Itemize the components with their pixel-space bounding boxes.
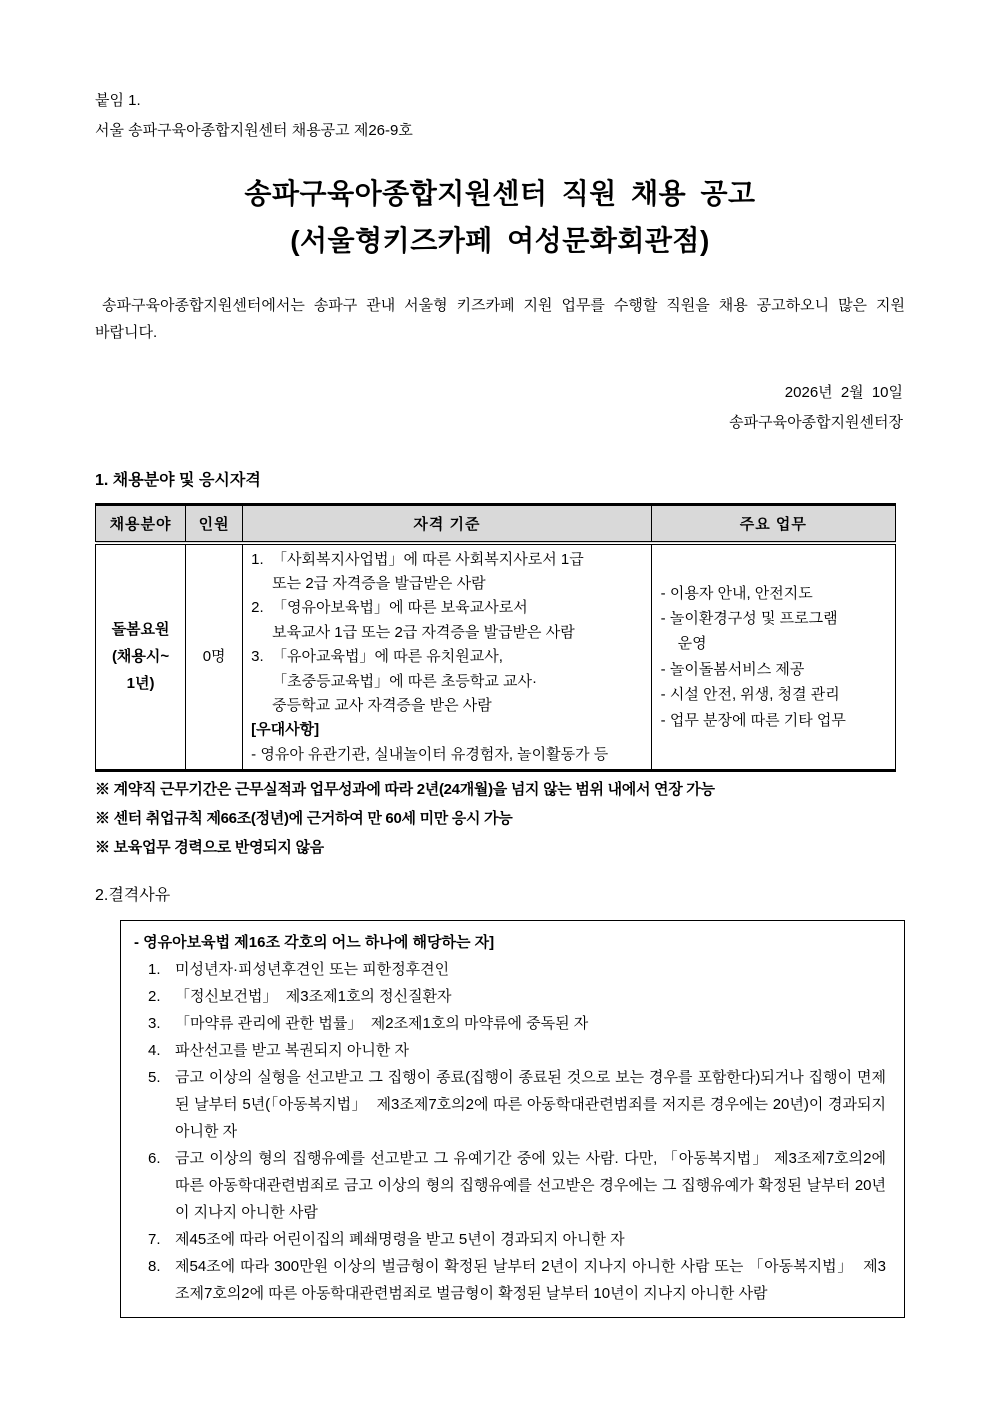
duty-line: - 놀이돌봄서비스 제공 xyxy=(660,660,805,678)
qual-line: 또는 2급 자격증을 발급받은 사람 xyxy=(272,574,486,592)
item-number: 7. xyxy=(148,1231,161,1249)
item-text: 파산선고를 받고 복권되지 아니한 자 xyxy=(175,1042,410,1060)
disqualification-item xyxy=(134,1253,886,1307)
qual-line: 중등학교 교사 자격증을 받은 사람 xyxy=(272,696,492,714)
cell-field xyxy=(96,543,186,771)
disqualification-item xyxy=(134,1226,886,1253)
header-duties: 주요 업무 xyxy=(651,505,895,543)
field-line: (채용시~ xyxy=(111,648,170,666)
disqualification-box-title: - 영유아보육법 제16조 각호의 어느 하나에 해당하는 자] xyxy=(134,934,495,952)
item-number: 2. xyxy=(148,988,161,1006)
qual-line: 2. 「영유아보육법」에 따른 보육교사로서 xyxy=(251,599,528,617)
item-number: 8. xyxy=(148,1258,161,1276)
item-number: 5. xyxy=(148,1069,161,1087)
duty-line: 운영 xyxy=(677,635,707,653)
cell-duties xyxy=(651,543,895,771)
cell-qualification xyxy=(243,543,652,771)
document-title xyxy=(95,170,905,264)
item-text: 금고 이상의 실형을 선고받고 그 집행이 종료(집행이 종료된 것으로 보는 경우를 포함한다)되거나 집행이 면제된 날부터 5년(「아동복지법」 제3조제7호의2에 따른 아동학대관련범죄를 저지른 경우에는 20년)이 경과되지 아니한 자 xyxy=(175,1069,891,1141)
disqualification-item xyxy=(134,983,886,1010)
disqualification-item xyxy=(134,1010,886,1037)
field-line: 돌봄요원 xyxy=(111,621,170,639)
disqualification-item xyxy=(134,1064,891,1145)
section1-heading: 1. 채용분야 및 응시자격 xyxy=(95,472,261,489)
title-line-1: 송파구육아종합지원센터 직원 채용 공고 xyxy=(244,178,756,209)
header-headcount: 인원 xyxy=(186,505,243,543)
preferred-heading: [우대사항] xyxy=(251,721,320,739)
duty-line: - 놀이환경구성 및 프로그램 xyxy=(660,610,838,628)
table-row xyxy=(96,543,896,771)
disqualification-item xyxy=(134,956,886,983)
item-text: 제54조에 따라 300만원 이상의 벌금형이 확정된 날부터 2년이 지나지 아니한 사람 또는 「아동복지법」 제3조제7호의2에 따른 아동학대관련범죄로 벌금형이 확정된 날부터 10년이 지나지 아니한 사람 xyxy=(175,1258,886,1303)
intro-paragraph: 송파구육아종합지원센터에서는 송파구 관내 서울형 키즈카페 지원 업무를 수행할 직원을 채용 공고하오니 많은 지원 바랍니다. xyxy=(95,297,905,341)
note-line: ※ 계약직 근무기간은 근무실적과 업무성과에 따라 2년(24개월)을 넘지 않는 범위 내에서 연장 가능 xyxy=(95,781,715,799)
title-line-2: (서울형키즈카페 여성문화회관점) xyxy=(290,225,710,256)
qual-line: 「초중등교육법」에 따른 초등학교 교사· xyxy=(272,672,538,690)
table-notes xyxy=(95,775,905,862)
item-number: 4. xyxy=(148,1042,161,1060)
disqualification-item xyxy=(134,1037,886,1064)
date-block xyxy=(95,378,905,438)
item-number: 1. xyxy=(148,961,161,979)
disqualification-item xyxy=(134,1145,891,1226)
item-text: 「마약류 관리에 관한 법률」 제2조제1호의 마약류에 중독된 자 xyxy=(175,1015,589,1033)
duty-line: - 시설 안전, 위생, 청결 관리 xyxy=(660,686,840,704)
disqualification-box xyxy=(120,920,905,1318)
header-qualification: 자격 기준 xyxy=(243,505,652,543)
note-line: ※ 보육업무 경력으로 반영되지 않음 xyxy=(95,839,324,857)
duty-line: - 업무 분장에 따른 기타 업무 xyxy=(660,711,846,729)
notice-number: 서울 송파구육아종합지원센터 채용공고 제26-9호 xyxy=(95,122,413,139)
item-text: 미성년자·피성년후견인 또는 피한정후견인 xyxy=(175,961,450,979)
qual-line: 보육교사 1급 또는 2급 자격증을 발급받은 사람 xyxy=(272,623,575,641)
preferred-line: - 영유아 유관기관, 실내놀이터 유경험자, 놀이활동가 등 xyxy=(251,745,609,763)
item-number: 6. xyxy=(148,1150,161,1168)
item-text: 「정신보건법」 제3조제1호의 정신질환자 xyxy=(175,988,452,1006)
attachment-label: 붙임 1. xyxy=(95,92,141,109)
table-header-row xyxy=(96,505,896,543)
cell-headcount: 0명 xyxy=(186,543,243,771)
note-line: ※ 센터 취업규칙 제66조(정년)에 근거하여 만 60세 미만 응시 가능 xyxy=(95,810,513,828)
item-text: 금고 이상의 형의 집행유예를 선고받고 그 유예기간 중에 있는 사람. 다만, 「아동복지법」 제3조제7호의2에 따른 아동학대관련범죄로 금고 이상의 형의 집행유예를 선고받은 경우에는 그 집행유예가 확정된 날부터 20년이 지나지 아니한 사람 xyxy=(175,1150,891,1222)
section2-heading: 2.결격사유 xyxy=(95,887,171,905)
item-number: 3. xyxy=(148,1015,161,1033)
field-line: 1년) xyxy=(126,675,155,693)
qual-line: 1. 「사회복지사업법」에 따른 사회복지사로서 1급 xyxy=(251,550,584,568)
item-text: 제45조에 따라 어린이집의 폐쇄명령을 받고 5년이 경과되지 아니한 자 xyxy=(175,1231,625,1249)
recruitment-table xyxy=(95,503,896,772)
announcement-date: 2026년 2월 10일 xyxy=(784,384,903,401)
header-field: 채용분야 xyxy=(96,505,186,543)
duty-line: - 이용자 안내, 안전지도 xyxy=(660,584,813,602)
signer-title: 송파구육아종합지원센터장 xyxy=(729,414,903,431)
qual-line: 3. 「유아교육법」에 따른 유치원교사, xyxy=(251,648,503,666)
